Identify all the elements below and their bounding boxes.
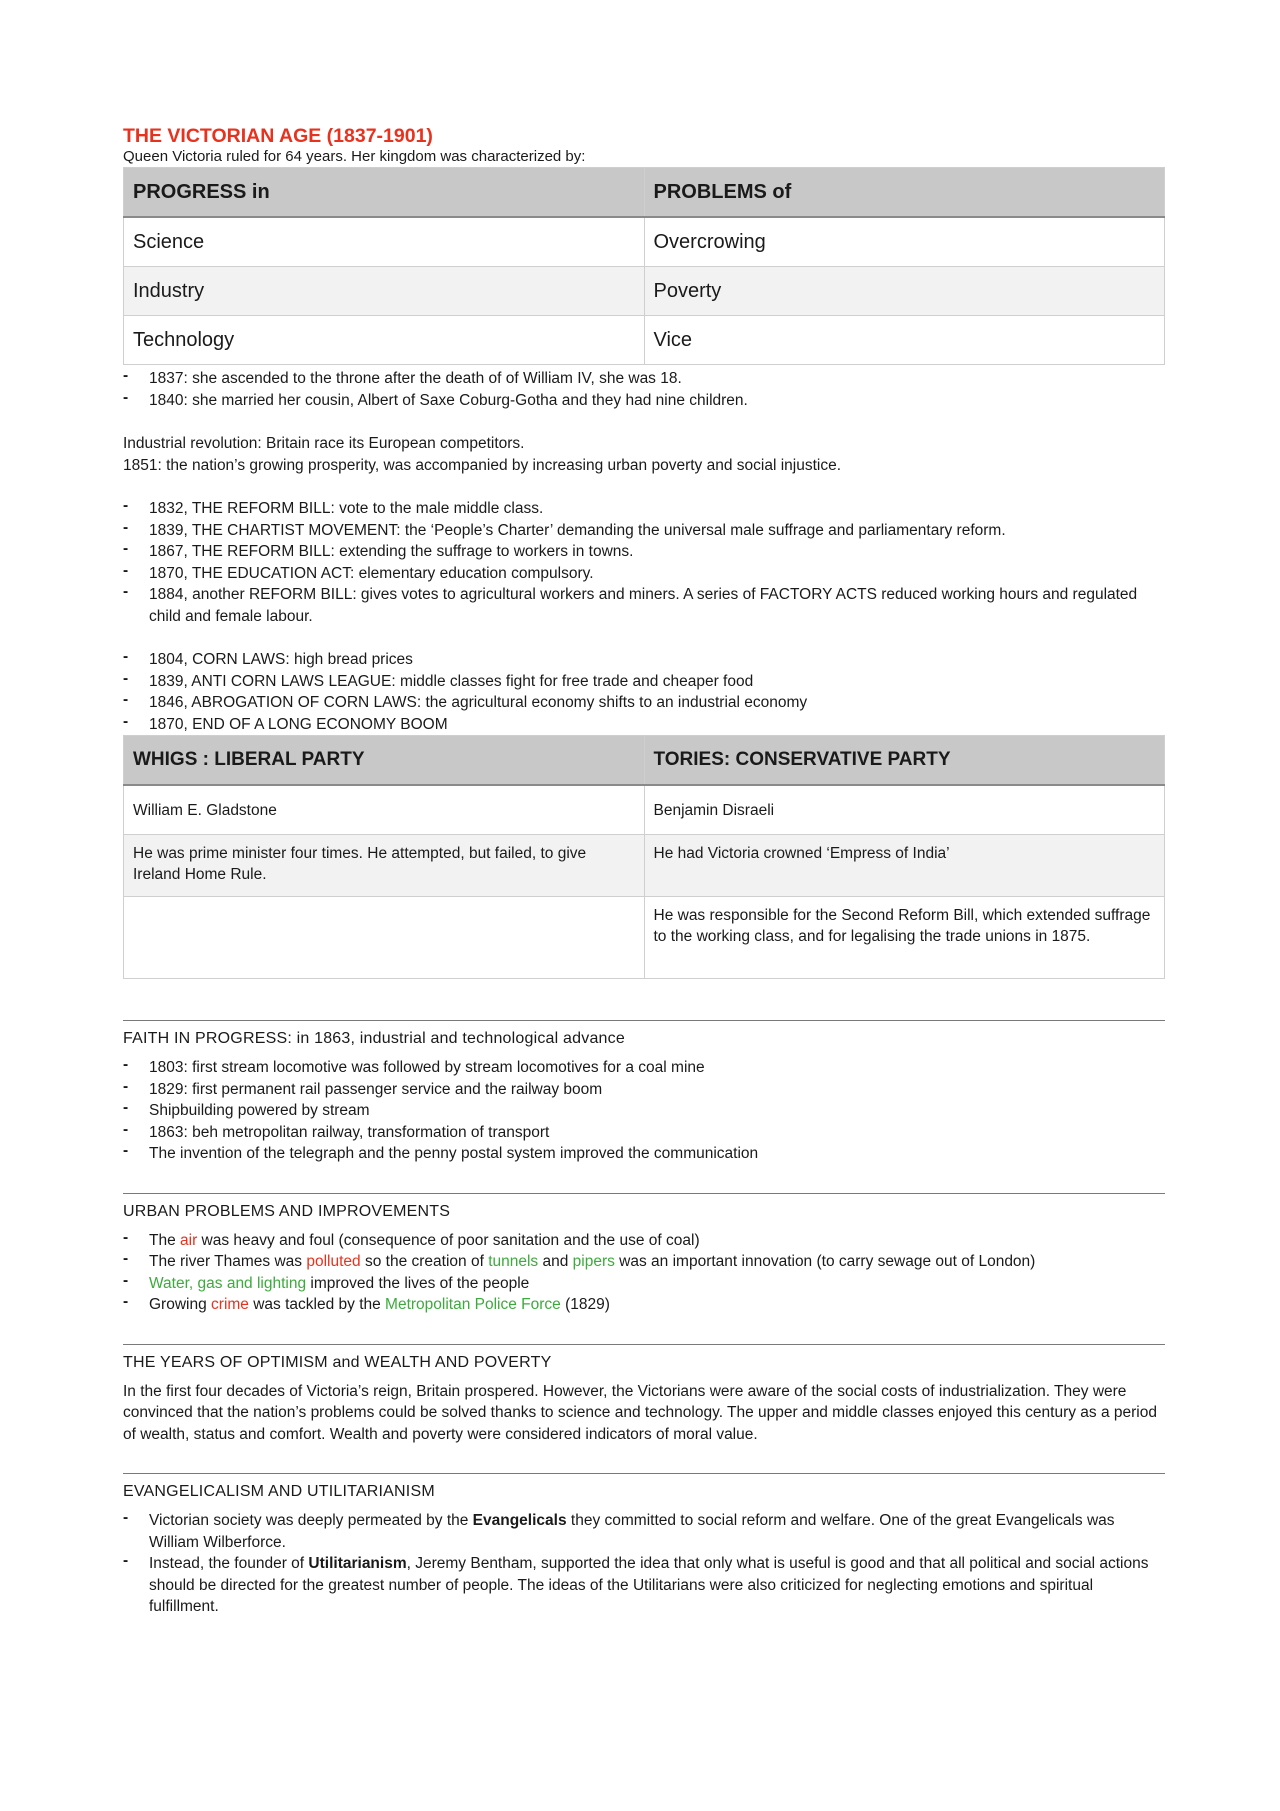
list-item: - 1870, THE EDUCATION ACT: elementary education compulsory. [123,563,1165,585]
section-heading: EVANGELICALISM AND UTILITARIANISM [123,1483,435,1500]
table-row [124,785,1165,835]
document-page [123,124,1165,1618]
table-row [124,835,1165,897]
list-item: - Shipbuilding powered by stream [123,1100,1165,1122]
industrial-revolution-text: Industrial revolution: Britain race its European competitors. [123,435,525,452]
victoria-events-list [123,368,1165,411]
list-item: - 1867, THE REFORM BILL: extending the suffrage to workers in towns. [123,541,1165,563]
list-item: - The invention of the telegraph and the penny postal system improved the communication [123,1143,1165,1165]
list-item: - 1839, ANTI CORN LAWS LEAGUE: middle classes fight for free trade and cheaper food [123,671,1165,693]
corn-laws-list [123,649,1165,735]
table-header-row [124,736,1165,786]
optimism-paragraph: In the first four decades of Victoria’s reign, Britain prospered. However, the Victorians were aware of the social costs of industrialization. They were convinced that the nation’s problems could be solved thanks to science and technology. The upper and middle classes enjoyed this century as a period of wealth, status and comfort. Wealth and poverty were considered indicators of moral value. [123,1382,1157,1443]
list-item: - Water, gas and lighting improved the lives of the people [123,1273,1165,1295]
urban-section [123,1193,1165,1316]
list-item: - 1840: she married her cousin, Albert of Saxe Coburg-Gotha and they had nine children. [123,390,1165,412]
list-item: - 1803: first stream locomotive was followed by stream locomotives for a coal mine [123,1057,1165,1079]
table-cell: Poverty [644,267,1165,316]
table-header-row [124,168,1165,218]
section-heading: URBAN PROBLEMS AND IMPROVEMENTS [123,1202,451,1220]
table-cell: Benjamin Disraeli [644,785,1165,835]
urban-list [123,1230,1165,1316]
table-row [124,217,1165,267]
list-item: - The air was heavy and foul (consequence of poor sanitation and the use of coal) [123,1230,1165,1252]
table-row [124,267,1165,316]
list-item: - 1863: beh metropolitan railway, transformation of transport [123,1122,1165,1144]
table-cell: Industry [124,267,645,316]
faith-section [123,1020,1165,1165]
list-item: - Growing crime was tackled by the Metropolitan Police Force (1829) [123,1294,1165,1316]
evangelicalism-section [123,1473,1165,1618]
list-item: - 1804, CORN LAWS: high bread prices [123,649,1165,671]
section-heading: THE YEARS OF OPTIMISM and WEALTH AND POVERTY [123,1353,552,1371]
table-header-cell: PROGRESS in [124,168,645,218]
faith-list [123,1057,1165,1165]
table-cell: He was prime minister four times. He attempted, but failed, to give Ireland Home Rule. [124,835,645,897]
table-cell: Technology [124,316,645,365]
list-item: - 1829: first permanent rail passenger service and the railway boom [123,1079,1165,1101]
table-header-cell: TORIES: CONSERVATIVE PARTY [644,736,1165,786]
list-item: - The river Thames was polluted so the creation of tunnels and pipers was an important innovation (to carry sewage out of London) [123,1251,1165,1273]
list-item: - 1837: she ascended to the throne after the death of of William IV, she was 18. [123,368,1165,390]
evangelicalism-list [123,1510,1165,1618]
list-item: - 1846, ABROGATION OF CORN LAWS: the agricultural economy shifts to an industrial economy [123,692,1165,714]
table-cell: Science [124,217,645,267]
table-row [124,316,1165,365]
intro-text: Queen Victoria ruled for 64 years. Her kingdom was characterized by: [123,148,586,165]
reforms-list [123,498,1165,627]
section-heading: FAITH IN PROGRESS: in 1863, industrial and technological advance [123,1030,625,1047]
table-cell: William E. Gladstone [124,785,645,835]
table-cell: He was responsible for the Second Reform Bill, which extended suffrage to the working class, and for legalising the trade unions in 1875. [644,897,1165,979]
prosperity-text: 1851: the nation’s growing prosperity, was accompanied by increasing urban poverty and social injustice. [123,456,842,474]
page-title: THE VICTORIAN AGE (1837-1901) [123,125,433,147]
table-cell [124,897,645,979]
table-cell: Overcrowing [644,217,1165,267]
table-header-cell: WHIGS : LIBERAL PARTY [124,736,645,786]
list-item: - Instead, the founder of Utilitarianism, Jeremy Bentham, supported the idea that only what is useful is good and that all political and social actions should be directed for the greatest number of people. The ideas of the Utilitarians were also criticized for neglecting emotions and spiritual fulfillment. [123,1553,1165,1618]
table-cell: Vice [644,316,1165,365]
list-item: - 1884, another REFORM BILL: gives votes to agricultural workers and miners. A series of FACTORY ACTS reduced working hours and regulated child and female labour. [123,584,1165,627]
list-item: - Victorian society was deeply permeated by the Evangelicals they committed to social reform and welfare. One of the great Evangelicals was William Wilberforce. [123,1510,1165,1553]
parties-table [123,735,1165,979]
list-item: - 1839, THE CHARTIST MOVEMENT: the ‘People’s Charter’ demanding the universal male suffrage and parliamentary reform. [123,520,1165,542]
optimism-section [123,1344,1165,1446]
table-row [124,897,1165,979]
table-header-cell: PROBLEMS of [644,168,1165,218]
list-item: - 1870, END OF A LONG ECONOMY BOOM [123,714,1165,736]
list-item: - 1832, THE REFORM BILL: vote to the male middle class. [123,498,1165,520]
table-cell: He had Victoria crowned ‘Empress of India’ [644,835,1165,897]
progress-problems-table [123,167,1165,365]
